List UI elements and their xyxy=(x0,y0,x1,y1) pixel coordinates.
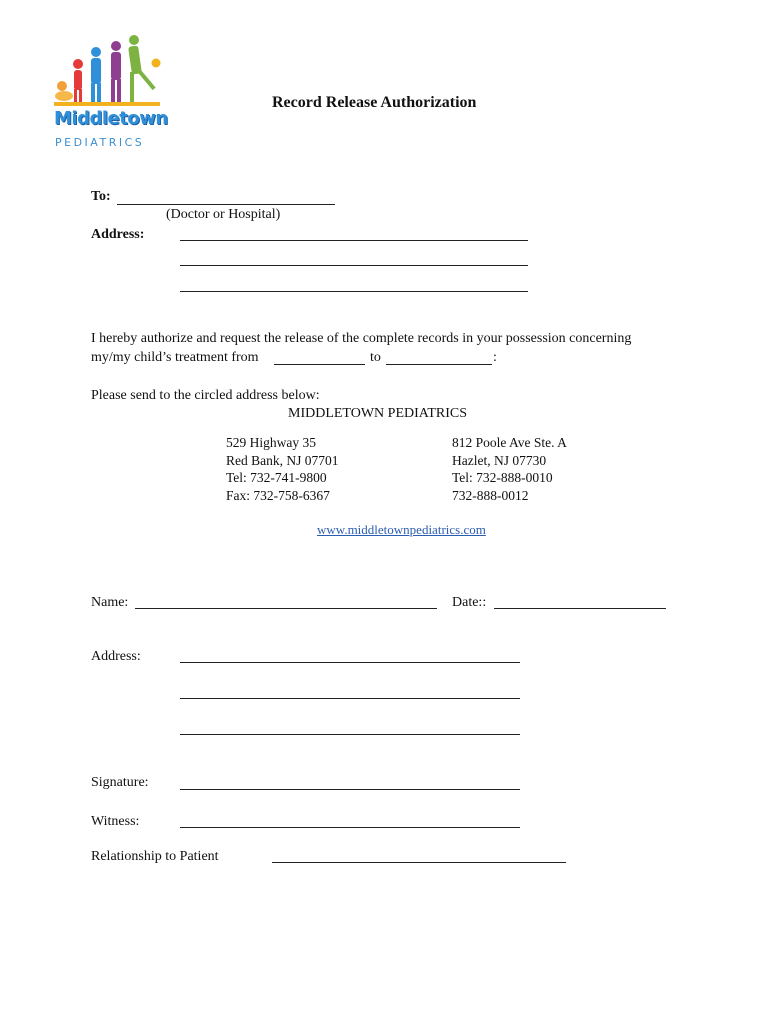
witness-field[interactable] xyxy=(180,827,520,828)
date-label: Date:: xyxy=(452,595,487,610)
treatment-from-field[interactable] xyxy=(274,364,365,365)
name-label: Name: xyxy=(91,595,129,610)
address-field-line-2[interactable] xyxy=(180,265,528,266)
to-field[interactable] xyxy=(117,204,335,205)
relationship-field[interactable] xyxy=(272,862,566,863)
date-field[interactable] xyxy=(494,608,666,609)
treatment-to-field[interactable] xyxy=(386,364,492,365)
office-2-street: 812 Poole Ave Ste. A xyxy=(452,435,567,450)
name-field[interactable] xyxy=(135,608,437,609)
patient-address-label: Address: xyxy=(91,649,141,664)
practice-name: MIDDLETOWN PEDIATRICS xyxy=(288,406,468,421)
family-silhouettes-logo-icon xyxy=(50,34,165,106)
to-hint: (Doctor or Hospital) xyxy=(166,207,281,222)
send-instruction: Please send to the circled address below: xyxy=(91,388,320,403)
patient-address-line-2[interactable] xyxy=(180,698,520,699)
logo-wordmark: Middletown xyxy=(54,108,168,129)
signature-label: Signature: xyxy=(91,775,149,790)
office-2-city: Hazlet, NJ 07730 xyxy=(452,452,547,468)
to-label: To: xyxy=(91,189,111,204)
patient-address-line-1[interactable] xyxy=(180,662,520,663)
page-title: Record Release Authorization xyxy=(272,94,477,111)
office-1-fax: Fax: 732-758-6367 xyxy=(226,487,330,503)
office-2[interactable] xyxy=(452,434,567,504)
logo xyxy=(50,34,168,152)
logo-bar xyxy=(54,102,160,106)
office-2-fax: 732-888-0012 xyxy=(452,487,529,503)
website-link[interactable]: www.middletownpediatrics.com xyxy=(317,522,486,537)
office-1-city: Red Bank, NJ 07701 xyxy=(226,452,339,468)
office-1-tel: Tel: 732-741-9800 xyxy=(226,470,327,485)
office-1-street: 529 Highway 35 xyxy=(226,435,316,450)
witness-label: Witness: xyxy=(91,814,140,829)
authorization-line-2-prefix: my/my child’s treatment from xyxy=(91,350,259,365)
signature-field[interactable] xyxy=(180,789,520,790)
authorization-line-2-suffix: : xyxy=(493,350,497,365)
address-field-line-3[interactable] xyxy=(180,291,528,292)
authorization-line-2-to: to xyxy=(370,350,381,365)
patient-address-line-3[interactable] xyxy=(180,734,520,735)
address-field-line-1[interactable] xyxy=(180,240,528,241)
office-2-tel: Tel: 732-888-0010 xyxy=(452,470,553,485)
relationship-label: Relationship to Patient xyxy=(91,849,219,864)
office-1[interactable] xyxy=(226,434,339,504)
authorization-line-1: I hereby authorize and request the release of the complete records in your possession concerning xyxy=(91,331,632,346)
address-label-top: Address: xyxy=(91,227,145,242)
logo-subtitle: PEDIATRICS xyxy=(55,136,145,149)
